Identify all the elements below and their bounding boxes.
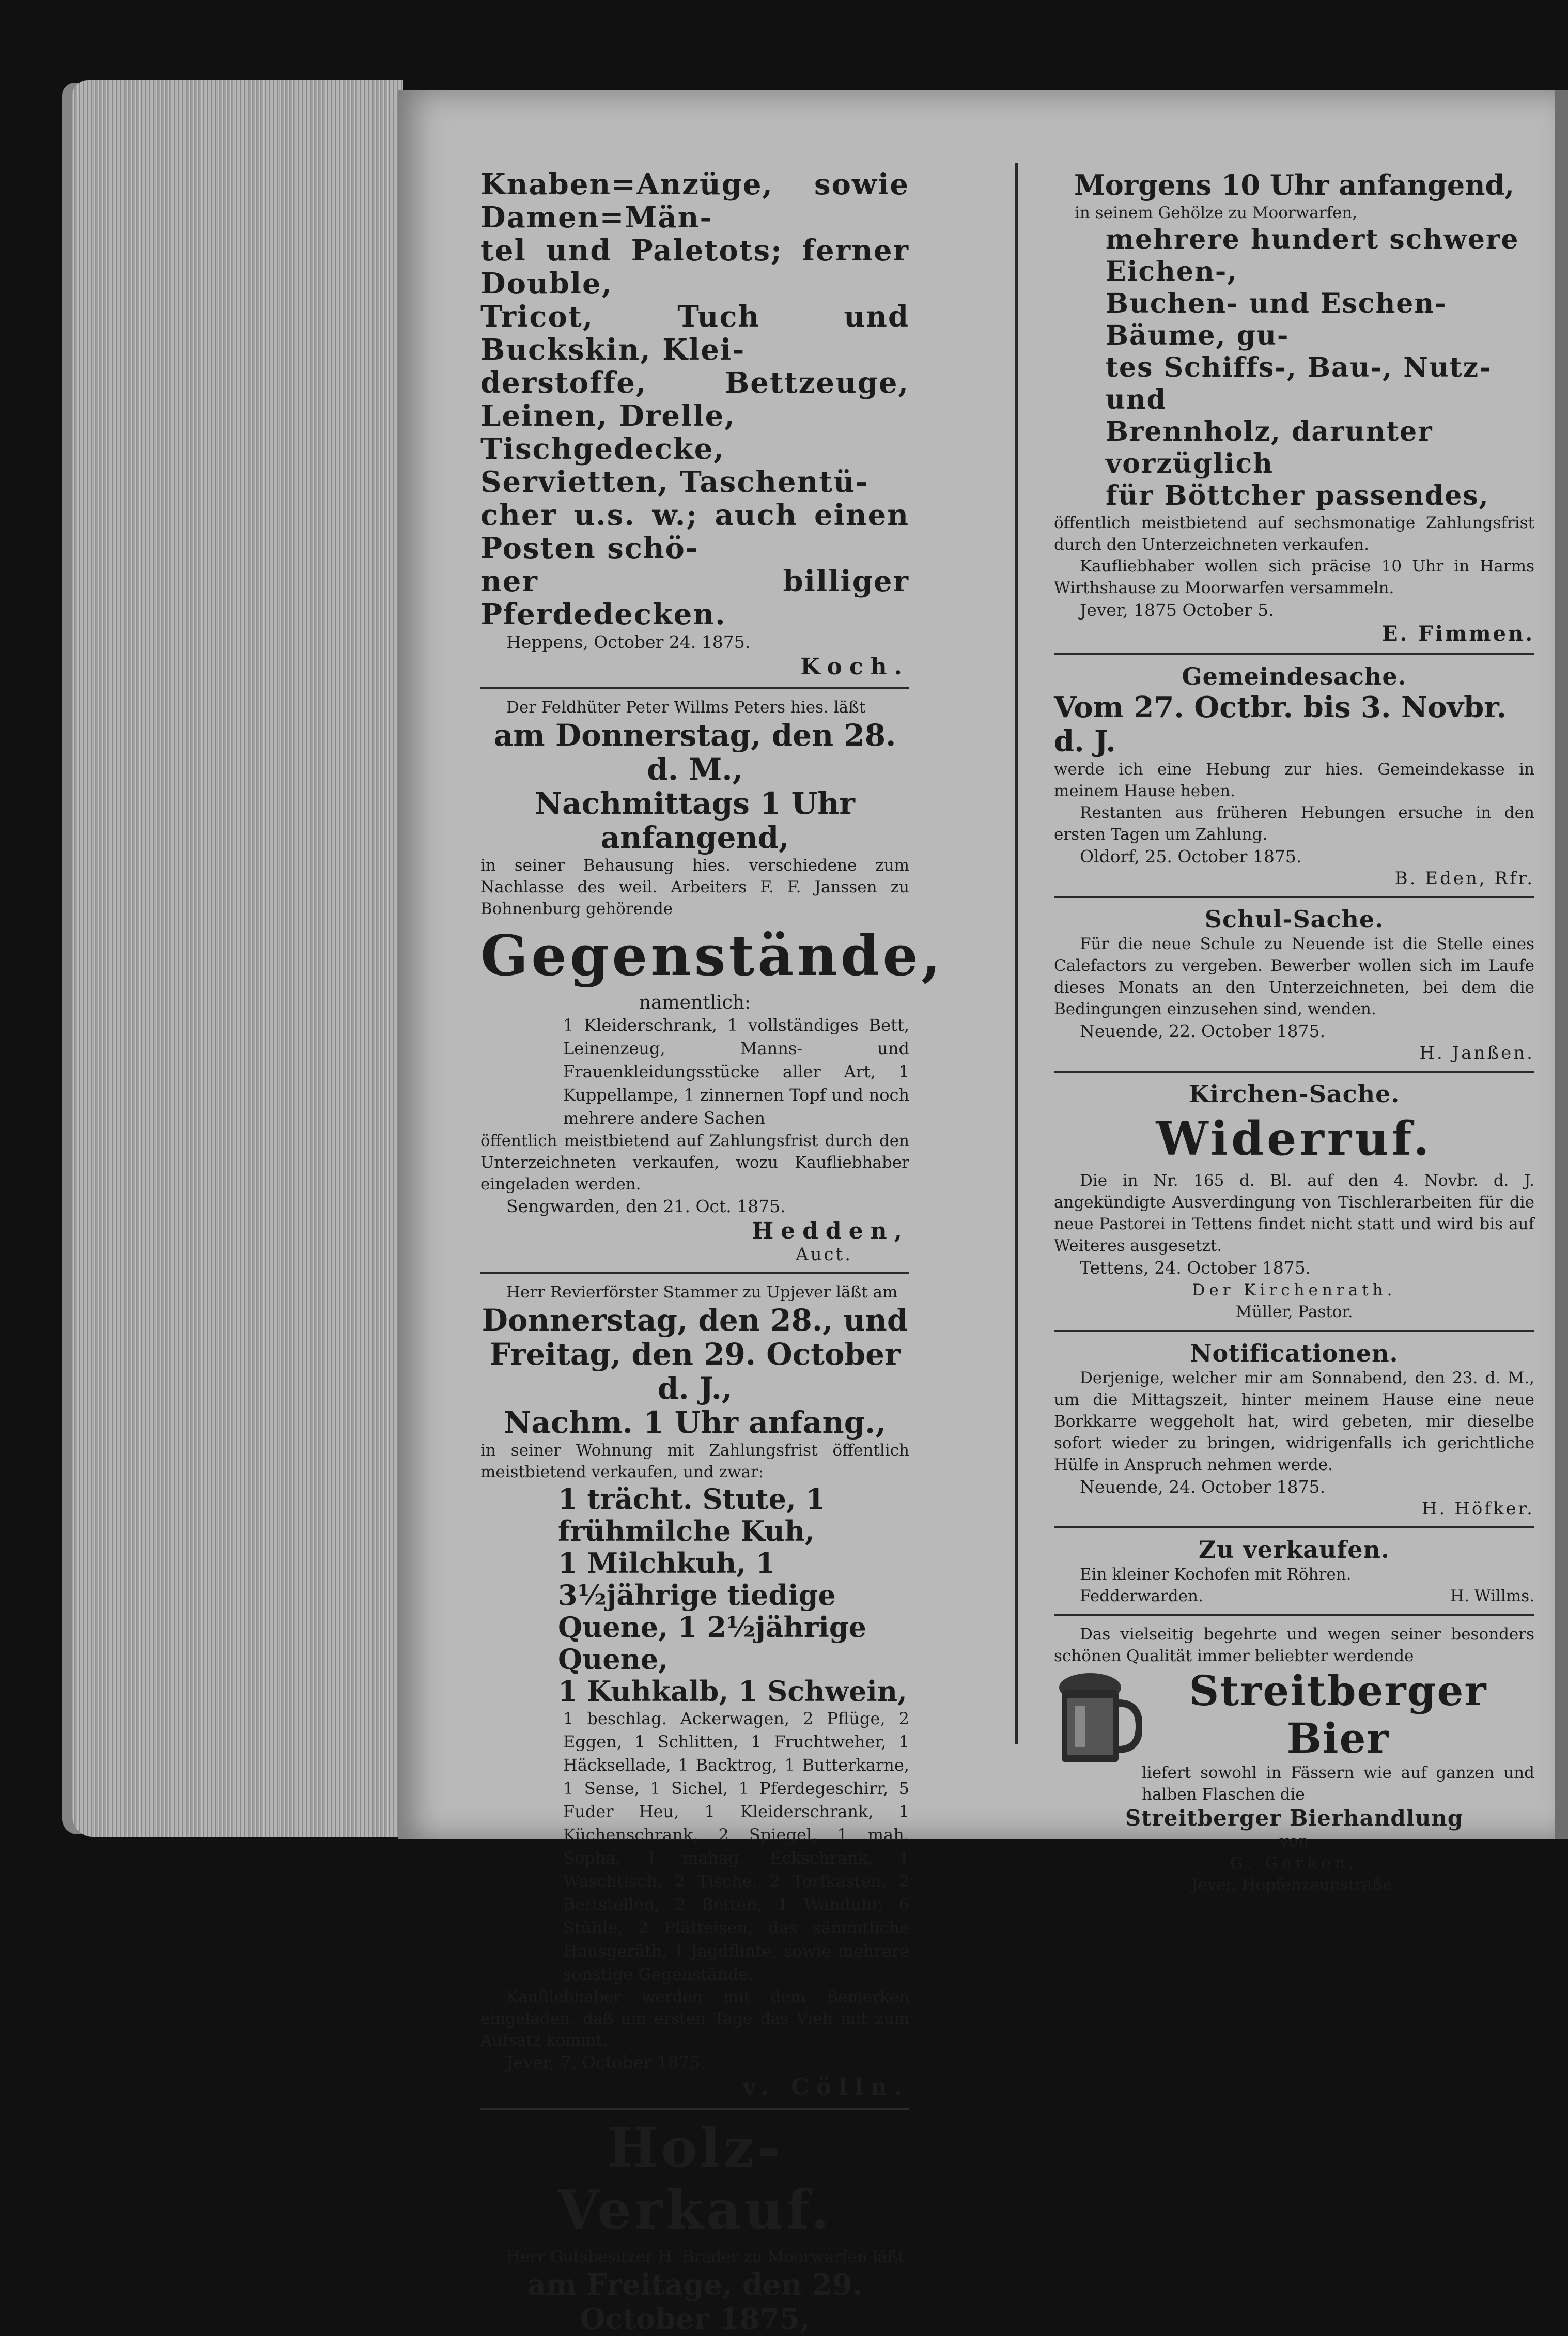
ad-when: Morgens 10 Uhr anfangend,: [1074, 168, 1515, 202]
ad-text: Kaufliebhaber werden mit dem Bemerken eingeladen, daß am ersten Tage das Vieh mit zum Aufsatz kommt.: [480, 1988, 909, 2050]
beer-mug-icon: [1054, 1667, 1142, 1770]
ad-title: Holz-Verkauf.: [557, 2116, 833, 2241]
separator: [480, 687, 909, 689]
ad-line: Tricot, Tuch und Buckskin, Klei-: [480, 300, 909, 367]
ad-bold-item: 1 trächt. Stute, 1 frühmilche Kuh,: [558, 1482, 826, 1548]
ad-bold-line: Brennholz, darunter vorzüglich: [1106, 416, 1433, 479]
column-divider: [1015, 163, 1018, 1744]
ad-date: Sengwarden, den 21. Oct. 1875.: [506, 1196, 786, 1216]
ad-holz-details: [1054, 168, 1534, 646]
ad-zu-verkaufen: [1054, 1536, 1534, 1607]
ad-bold: Vom 27. Octbr. bis 3. Novbr. d. J.: [1054, 690, 1507, 759]
ad-date: Neuende, 24. October 1875.: [1080, 1477, 1326, 1497]
ad-intro: Der Feldhüter Peter Willms Peters hies. läßt: [506, 698, 866, 717]
separator: [1054, 1330, 1534, 1332]
ad-text: Derjenige, welcher mir am Sonnabend, den 23. d. M., um die Mittagszeit, hinter meinem Hause eine neue Borkkarre weggeholt hat, wird gebeten, mir dieselbe sofort wieder zu bringen, widrigenfalls ich gerichtliche Hülfe in Anspruch nehmen werde.: [1054, 1369, 1534, 1474]
ad-text: Kaufliebhaber wollen sich präcise 10 Uhr in Harms Wirthshause zu Moorwarfen versammeln.: [1054, 557, 1534, 597]
ad-date: Heppens, October 24. 1875.: [506, 632, 751, 652]
ad-gemeindesache: [1054, 662, 1534, 889]
ad-signature: Der Kirchenrath.: [1192, 1281, 1396, 1300]
ad-notificationen: [1054, 1339, 1534, 1519]
ad-auction-peters: [480, 697, 944, 1265]
ad-place: Fedderwarden.: [1080, 1587, 1203, 1605]
ad-kirchensache: [1054, 1080, 1534, 1323]
newspaper-page: [398, 90, 1558, 2336]
separator: [480, 2108, 909, 2110]
ad-signature: H. Höfker.: [1421, 1498, 1534, 1519]
separator: [1054, 1614, 1534, 1616]
ad-date: Jever, 7. October 1875.: [506, 2052, 706, 2072]
ad-bold-line: für Böttcher passendes,: [1106, 480, 1489, 512]
ad-signature: Koch.: [800, 654, 909, 680]
ad-text: in seiner Behausung hies. verschiedene zum Nachlasse des weil. Arbeiters F. F. Janssen zu Bohnenburg gehörende: [480, 856, 909, 918]
ad-textiles-lines: [480, 168, 909, 631]
ad-intro: Das vielseitig begehrte und wegen seiner besonders schönen Qualität immer beliebter werdende: [1054, 1625, 1534, 1665]
ad-signature: H. Janßen.: [1419, 1043, 1534, 1063]
book-page-edges: [72, 80, 403, 1837]
ad-heading: Notificationen.: [1190, 1339, 1399, 1367]
ad-date: Tettens, 24. October 1875.: [1080, 1258, 1311, 1278]
ad-when: Freitag, den 29. October d. J.,: [489, 1337, 901, 1406]
ad-auction-stammer: [480, 1281, 909, 2100]
separator: [1054, 1071, 1534, 1073]
ad-when: Nachmittags 1 Uhr anfangend,: [535, 786, 855, 855]
ad-company: Streitberger Bierhandlung: [1125, 1805, 1464, 1831]
ad-title: Streitberger Bier: [1189, 1666, 1487, 1762]
right-column: [1054, 168, 1534, 1896]
ad-textiles: [480, 168, 909, 680]
ad-items: 1 Kleiderschrank, 1 vollständiges Bett, Leinenzeug, Manns- und Frauenkleidungsstücke aller Art, 1 Kuppellampe, 1 zinnernen Topf und noch mehrere andere Sachen: [563, 1015, 909, 1128]
ad-when: Donnerstag, den 28., und: [482, 1303, 908, 1338]
ad-bold-line: mehrere hundert schwere Eichen-,: [1106, 224, 1519, 287]
ad-heading: Gemeindesache.: [1182, 662, 1407, 690]
ad-bold-line: tes Schiffs-, Bau-, Nutz- und: [1106, 352, 1492, 415]
ad-when: am Freitage, den 29. October 1875,: [527, 2268, 863, 2336]
ad-bold-item: 1 Milchkuh, 1 3½jährige tiedige: [558, 1546, 836, 1612]
ad-line: tel und Paletots; ferner Double,: [480, 234, 909, 301]
ad-text: Die in Nr. 165 d. Bl. auf den 4. Novbr. d. J. angekündigte Ausverdingung von Tischlerarbeiten für die neue Pastorei in Tettens findet nicht statt und wird bis auf Weiteres ausgesetzt.: [1054, 1171, 1534, 1255]
ad-holz-verkauf: [480, 2117, 909, 2336]
separator: [1054, 653, 1534, 655]
ad-heading: Kirchen-Sache.: [1188, 1080, 1400, 1108]
ad-line: derstoffe, Bettzeuge, Leinen, Drelle,: [480, 366, 909, 433]
ad-schulsache: [1054, 905, 1534, 1063]
ad-bier-text: [1142, 1667, 1534, 1805]
left-column: [480, 167, 944, 2336]
ad-signature: B. Eden, Rfr.: [1394, 868, 1534, 889]
ad-title: Widerruf.: [1156, 1111, 1433, 1166]
ad-heading: Schul-Sache.: [1204, 905, 1384, 933]
ad-date: Jever, 1875 October 5.: [1080, 600, 1274, 620]
ad-bold-item: Quene, 1 2½jährige Quene,: [558, 1611, 867, 1676]
ad-subtitle: namentlich:: [639, 992, 751, 1013]
ad-signature: Müller, Pastor.: [1235, 1303, 1353, 1321]
ad-line: Knaben=Anzüge, sowie Damen=Män-: [480, 167, 909, 235]
ad-owner: G. Gerken,: [1230, 1854, 1359, 1873]
ad-bier-row: [1054, 1667, 1534, 1805]
ad-title: Gegenstände,: [480, 923, 944, 988]
ad-text: öffentlich meistbietend auf sechsmonatige Zahlungsfrist durch den Unterzeichneten verkaufen.: [1054, 514, 1534, 554]
ad-signature: H. Willms.: [1450, 1587, 1534, 1605]
ad-line: cher u.s. w.; auch einen Posten schö-: [480, 498, 909, 565]
ad-intro: Herr Revierförster Stammer zu Upjever läßt am: [506, 1283, 898, 1302]
ad-signature: E. Fimmen.: [1381, 622, 1534, 646]
ad-von: von: [1279, 1832, 1309, 1851]
ad-text: Für die neue Schule zu Neuende ist die Stelle eines Calefactors zu vergeben. Bewerber wollen sich im Laufe dieses Monats an den Unterzeichneten, bei dem die Bedingungen einzusehen sind, wenden.: [1054, 935, 1534, 1018]
ad-signature-title: Auct.: [796, 1244, 852, 1265]
separator: [1054, 896, 1534, 898]
ad-signature: Hedden,: [752, 1218, 909, 1244]
ad-text: werde ich eine Hebung zur hies. Gemeindekasse in meinem Hause heben.: [1054, 760, 1534, 800]
ad-line: ner billiger Pferdedecken.: [480, 564, 909, 631]
ad-when: Nachm. 1 Uhr anfang.,: [504, 1405, 886, 1440]
ad-text: liefert sowohl in Fässern wie auf ganzen und halben Flaschen die: [1142, 1763, 1534, 1804]
ad-bold-item: 1 Kuhkalb, 1 Schwein,: [558, 1675, 907, 1708]
ad-date: Oldorf, 25. October 1875.: [1080, 846, 1302, 867]
separator: [1054, 1526, 1534, 1528]
ad-when: am Donnerstag, den 28. d. M.,: [493, 718, 896, 787]
next-page-edge: [1555, 90, 1568, 1839]
ad-signature: v. Cölln.: [742, 2074, 909, 2100]
ad-heading: Zu verkaufen.: [1199, 1536, 1390, 1564]
ad-address: Jever, Hopfenzaunstraße.: [1191, 1876, 1398, 1894]
ad-text: Ein kleiner Kochofen mit Röhren.: [1080, 1565, 1352, 1584]
ad-text: Restanten aus früheren Hebungen ersuche in den ersten Tagen um Zahlung.: [1054, 803, 1534, 844]
ad-footer: [1054, 1585, 1534, 1607]
ad-text: in seiner Wohnung mit Zahlungsfrist öffentlich meistbietend verkaufen, und zwar:: [480, 1441, 909, 1481]
ad-streitberger-bier: [1054, 1623, 1534, 1896]
ad-place: in seinem Gehölze zu Moorwarfen,: [1075, 204, 1358, 222]
ad-bold-line: Buchen- und Eschen-Bäume, gu-: [1106, 288, 1447, 351]
ad-intro: Herr Gutsbesitzer H. Brader zu Moorwarfen läßt: [506, 2248, 905, 2266]
separator: [480, 1272, 909, 1274]
ad-items: 1 beschlag. Ackerwagen, 2 Pflüge, 2 Eggen, 1 Schlitten, 1 Fruchtweher, 1 Häcksellade, 1 Backtrog, 1 Butterkarne, 1 Sense, 1 Sichel, 1 Pferdegeschirr, 5 Fuder Heu, 1 Kleiderschrank, 1 Küchenschrank, 2 Spiegel, 1 mah. Sopha, 1 mahag. Eckschrank, 1 Waschtisch, 2 Tische, 2 Torfkasten, 2 Bettstellen, 2 Betten, 1 Wanduhr, 6 Stühle, 2 Plätteisen, das sämmtliche Hausgeräth, 1 Jagdflinte, sowie mehrere sonstige Gegenstände.: [563, 1709, 909, 1984]
ad-text: öffentlich meistbietend auf Zahlungsfrist durch den Unterzeichneten verkaufen, wozu Kaufliebhaber eingeladen werden.: [480, 1132, 909, 1194]
ad-date: Neuende, 22. October 1875.: [1080, 1021, 1326, 1041]
ad-line: Tischgedecke, Servietten, Taschentü-: [480, 432, 869, 499]
